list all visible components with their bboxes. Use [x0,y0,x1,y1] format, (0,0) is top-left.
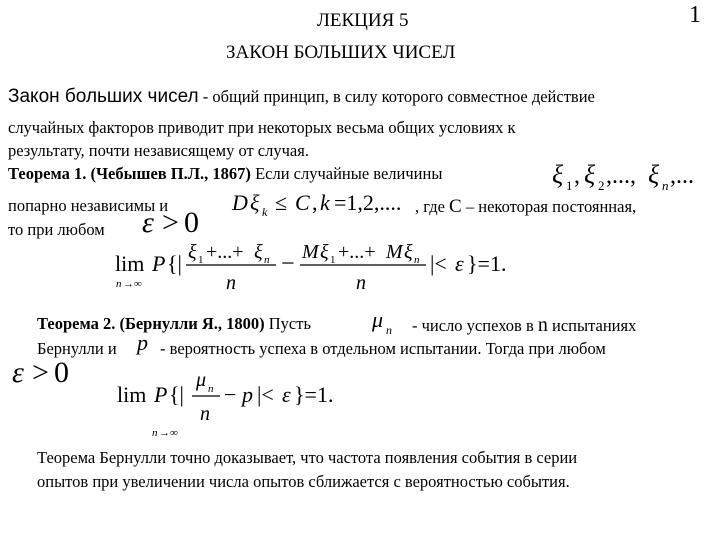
svg-text:+...+: +...+ [338,241,376,263]
svg-text:}=1.: }=1. [294,382,334,407]
svg-text:>: > [32,356,49,389]
svg-text:ε: ε [282,382,291,407]
conclusion-line-2: опытов при увеличении числа опытов сближается с вероятностью события. [37,472,570,491]
svg-text:ε: ε [12,356,24,389]
svg-text:−: − [224,382,237,407]
svg-text:lim: lim [115,251,145,276]
svg-text:1: 1 [566,178,573,193]
svg-text:ξ: ξ [648,160,660,189]
svg-text:1: 1 [198,254,204,266]
svg-text:1: 1 [330,254,336,266]
svg-text:ξ: ξ [320,241,329,263]
svg-text:{|: {| [167,251,182,276]
svg-text:k: k [320,190,330,215]
svg-text:p: p [242,382,253,407]
svg-text:0: 0 [184,206,199,239]
svg-text:lim: lim [117,382,147,407]
svg-text:+...+: +...+ [206,241,244,263]
svg-text:n: n [208,383,214,395]
term-law-of-large-numbers: Закон больших чисел [8,86,199,107]
svg-text:C: C [295,190,310,215]
theorem2-heading: Теорема 2. (Бернулли Я., 1800) [37,314,265,333]
svg-text:ξ: ξ [404,241,413,263]
formula-random-variables [548,153,698,195]
svg-text:n: n [264,254,270,266]
theorem1-text-1: Если случайные величины [250,164,443,183]
page-number: 1 [689,2,701,28]
svg-text:ξ: ξ [188,241,197,263]
svg-text:n: n [414,254,420,266]
theorem2-line-2: Бернулли и [37,339,117,358]
intro-line-1 [8,86,595,108]
svg-text:μ: μ [372,307,384,332]
formula-mu-n [370,303,410,339]
svg-text:μ: μ [196,369,207,391]
svg-text:n: n [356,272,366,294]
svg-text:ξ: ξ [552,160,564,189]
formula-bernoulli-limit [112,362,362,442]
svg-text:n: n [662,178,669,193]
intro-line-3: результату, почти независящему от случая. [8,141,309,160]
formula-chebyshev-limit [110,236,570,301]
svg-text:>: > [162,206,179,239]
theorem2-line-1: Теорема 2. (Бернулли Я., 1800) Пусть [37,314,311,333]
svg-text:=1,2,....: =1,2,.... [334,190,402,215]
conclusion-line-1: Теорема Бернулли точно доказывает, что частота появления события в серии [37,448,578,467]
svg-text:n: n [116,278,122,290]
page-title: ЗАКОН БОЛЬШИХ ЧИСЕЛ [226,42,456,63]
svg-text:|<: |< [430,251,447,276]
svg-text:n: n [200,403,210,425]
svg-text:−: − [281,251,295,277]
theorem1-line-1 [8,164,442,184]
svg-text:≤: ≤ [275,190,288,215]
svg-text:n: n [226,272,236,294]
svg-text:P: P [154,382,168,407]
theorem2-line-2-rest: - вероятность успеха в отдельном испытании. Тогда при любом [160,339,606,358]
theorem1-heading: Теорема 1. (Чебышев П.Л., 1867) [8,164,251,183]
formula-epsilon-positive-1 [140,205,215,240]
const-letter: С [449,196,462,217]
svg-text:ξ: ξ [254,241,263,263]
svg-text:,: , [574,163,580,189]
svg-text:M: M [386,241,403,263]
formula-epsilon-positive-2 [10,355,85,390]
theorem1-line-3: то при любом [8,220,105,239]
svg-text:p: p [137,330,148,355]
svg-text:2: 2 [598,178,605,193]
svg-text:ξ: ξ [250,190,260,215]
svg-text:M: M [302,241,319,263]
lecture-label: ЛЕКЦИЯ 5 [317,10,409,31]
theorem2-line-1-rest: - число успехов в n испытаниях [412,314,637,336]
theorem1-line-2: попарно независимы и [8,196,169,215]
svg-text:k: k [262,205,268,219]
n-letter: n [537,314,548,336]
svg-text:0: 0 [54,356,69,389]
svg-text:P: P [152,251,166,276]
svg-text:ε: ε [142,206,154,239]
svg-text:n: n [152,427,158,439]
svg-text:|<: |< [257,382,274,407]
formula-p [133,330,157,360]
svg-text:→∞: →∞ [123,278,142,290]
theorem1-line-2-rest: , где С – некоторая постоянная, [415,196,637,217]
svg-text:D: D [232,190,248,215]
svg-text:ε: ε [455,251,464,276]
svg-text:,: , [312,190,318,215]
svg-text:,...,: ,..., [606,163,636,189]
svg-text:n: n [386,323,392,337]
svg-text:ξ: ξ [584,160,596,189]
svg-text:,...: ,... [670,163,694,189]
formula-variance-bound [230,186,415,222]
svg-text:{|: {| [169,382,184,407]
intro-line-1-text: - общий принцип, в силу которого совместное действие [198,87,595,106]
intro-line-2: случайных факторов приводит при некоторых весьма общих условиях к [8,118,516,137]
svg-text:→∞: →∞ [159,427,178,439]
svg-text:}=1.: }=1. [467,251,507,276]
